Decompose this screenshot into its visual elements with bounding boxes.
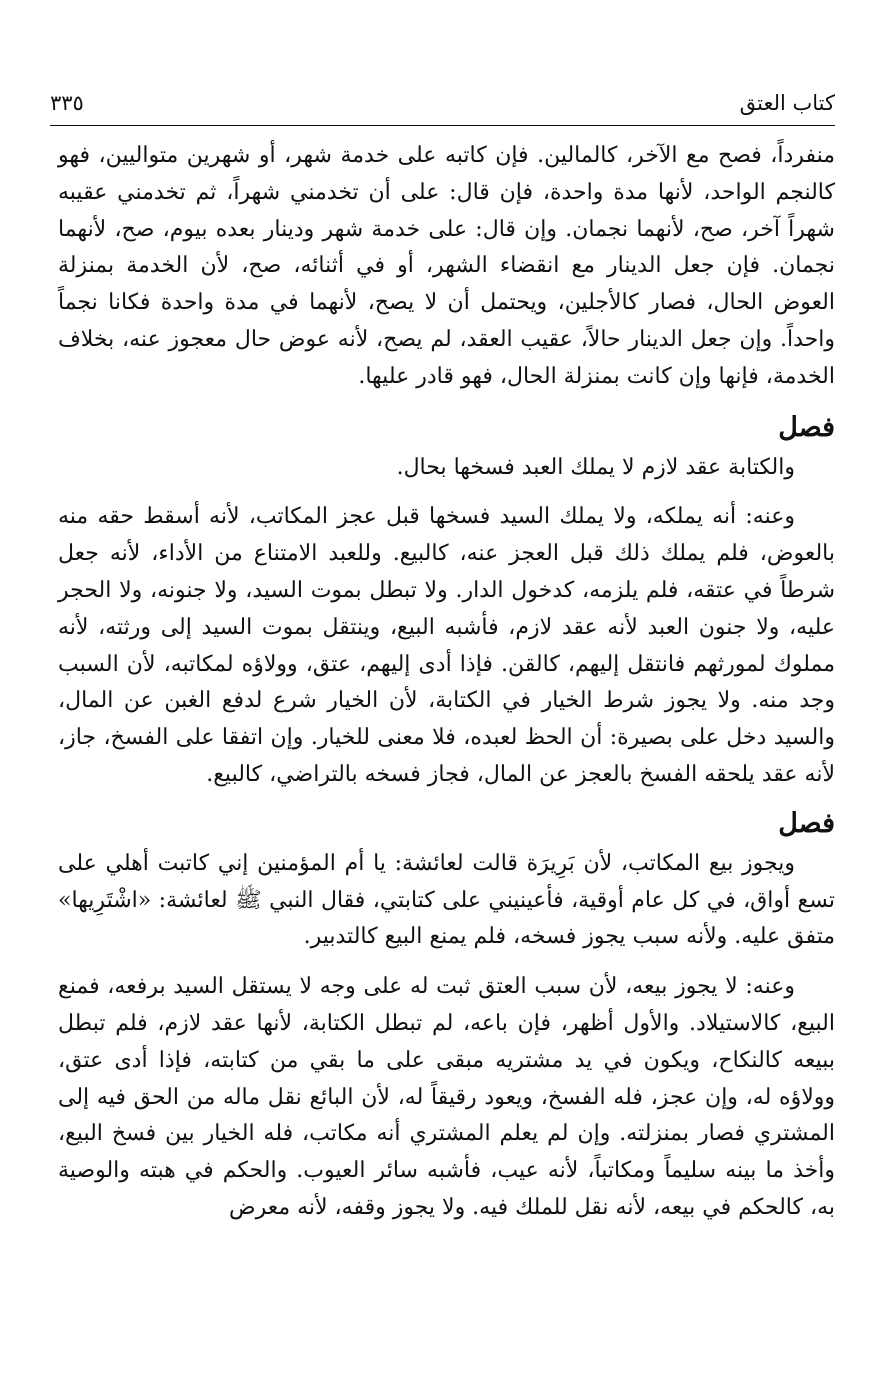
section-heading-1: فصل [778, 411, 835, 443]
section1-paragraph-2: وعنه: أنه يملكه، ولا يملك السيد فسخها قبل عجز المكاتب، لأنه أسقط حقه منه بالعوض، فلم يملك ذلك قبل العجز عنه، كالبيع. وللعبد الامتناع من الأداء، لأنه جعل شرطاً في عتقه، فلم يلزمه، كدخول الدار. ولا تبطل بموت السيد، ولا جنونه، ولا الحجر عليه، ولا جنون العبد لأنه عقد لازم، فأشبه البيع، وينتقل بموت السيد إلى ورثته، لأنه مملوك لمورثهم فانتقل إليهم، كالقن. فإذا أدى إليهم، عتق، وولاؤه لمكاتبه، لأن السبب وجد منه. ولا يجوز شرط الخيار في الكتابة، لأن الخيار شرع لدفع الغبن عن المال، والسيد دخل على بصيرة: أن الحظ لعبده، فلا معنى للخيار. وإن اتفقا على الفسخ، جاز، لأنه عقد يلحقه الفسخ بالعجز عن المال، فجاز فسخه بالتراضي، كالبيع. [58, 504, 835, 787]
section1-paragraph-1: والكتابة عقد لازم لا يملك العبد فسخها بحال. [396, 454, 795, 480]
section-heading-2: فصل [778, 807, 835, 839]
section2-paragraph-2: وعنه: لا يجوز بيعه، لأن سبب العتق ثبت له على وجه لا يستقل السيد برفعه، فمنع البيع، كالاستيلاد. والأول أظهر، فإن باعه، لم تبطل الكتابة، لأنها عقد لازم، فلم تبطل ببيعه كالنكاح، ويكون في يد مشتريه مبقى على ما بقي من كتابته، فإذا أدى عتق، وولاؤه له، وإن عجز، فله الفسخ، ويعود رقيقاً له، لأن البائع نقل ماله من الحق فيه إلى المشتري فصار بمنزلته. وإن لم يعلم المشتري أنه مكاتب، فله الخيار بين فسخ البيع، وأخذ ما بينه سليماً ومكاتباً، لأنه عيب، فأشبه سائر العيوب. والحكم في هبته والوصية به، كالحكم في بيعه، لأنه نقل للملك فيه. ولا يجوز وقفه، لأنه معرض [58, 974, 835, 1220]
page-header [50, 88, 835, 122]
page-number: ٣٣٥ [50, 91, 84, 115]
section2-paragraph-1: ويجوز بيع المكاتب، لأن بَرِيرَة قالت لعائشة: يا أم المؤمنين إني كاتبت أهلي على تسع أواق، في كل عام أوقية، فأعينيني على كتابتي، فقال النبي ﷺ لعائشة: «اشْتَرِيها» متفق عليه. ولأنه سبب يجوز فسخه، فلم يمنع البيع كالتدبير. [58, 850, 835, 950]
running-title: كتاب العتق [739, 91, 835, 115]
page-body [58, 138, 835, 1227]
intro-paragraph: منفرداً، فصح مع الآخر، كالمالين. فإن كاتبه على خدمة شهر، أو شهرين متواليين، فهو كالنجم الواحد، لأنها مدة واحدة، فإن قال: على أن تخدمني شهراً، ثم تخدمني عقيبه شهراً آخر، صح، لأنهما نجمان. وإن قال: على خدمة شهر ودينار بعده بيوم، صح، لأنهما نجمان. فإن جعل الدينار مع انقضاء الشهر، أو في أثنائه، صح، لأن الخدمة بمنزلة العوض الحال، فصار كالأجلين، ويحتمل أن لا يصح، لأنهما في مدة واحدة فكانا نجماً واحداً. وإن جعل الدينار حالاً، عقيب العقد، لم يصح، لأنه عوض حال معجوز عنه، بخلاف الخدمة، فإنها وإن كانت بمنزلة الحال، فهو قادر عليها. [58, 143, 835, 389]
header-rule [50, 125, 835, 126]
